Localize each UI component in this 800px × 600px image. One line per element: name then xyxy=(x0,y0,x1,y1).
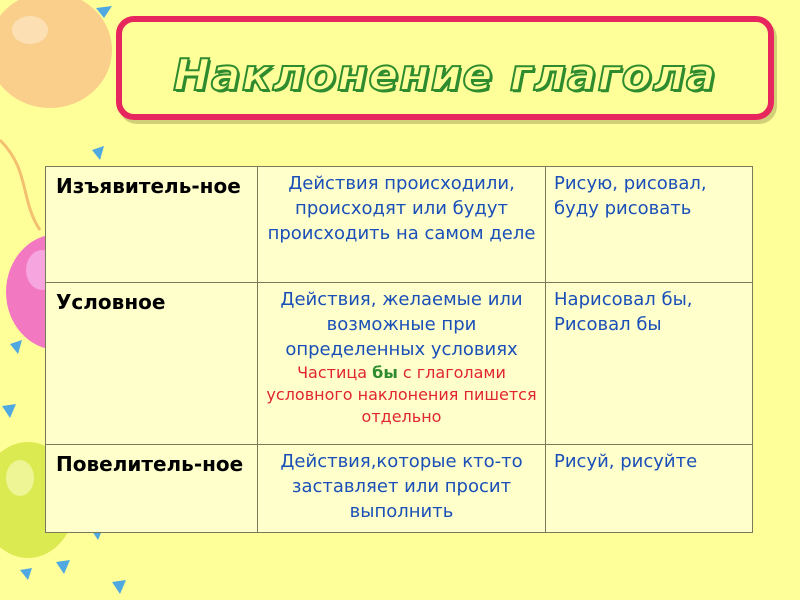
mood-name-cell: Изъявитель-ное xyxy=(46,167,258,283)
mood-description-cell xyxy=(258,283,546,445)
page-title: Наклонение глагола xyxy=(173,50,717,101)
table-row xyxy=(46,283,753,445)
spelling-note xyxy=(266,362,537,428)
description-text: Действия, желаемые или возможные при определенных условиях xyxy=(280,289,523,360)
mood-examples-cell: Рисую, рисовал, буду рисовать xyxy=(546,167,753,283)
title-banner xyxy=(116,16,774,120)
mood-examples-cell: Нарисовал бы, Рисовал бы xyxy=(546,283,753,445)
note-text-after: с глаголами условного наклонения пишется отдельно xyxy=(266,363,537,426)
table-row xyxy=(46,167,753,283)
mood-examples-cell: Рисуй, рисуйте xyxy=(546,445,753,533)
mood-name-cell: Условное xyxy=(46,283,258,445)
table-row xyxy=(46,445,753,533)
mood-description-cell: Действия,которые кто-то заставляет или просит выполнить xyxy=(258,445,546,533)
verb-mood-table xyxy=(45,166,753,533)
mood-description-cell: Действия происходили, происходят или будут происходить на самом деле xyxy=(258,167,546,283)
mood-name-cell: Повелитель-ное xyxy=(46,445,258,533)
particle-by: бы xyxy=(372,363,398,382)
note-text-before: Частица xyxy=(297,363,373,382)
